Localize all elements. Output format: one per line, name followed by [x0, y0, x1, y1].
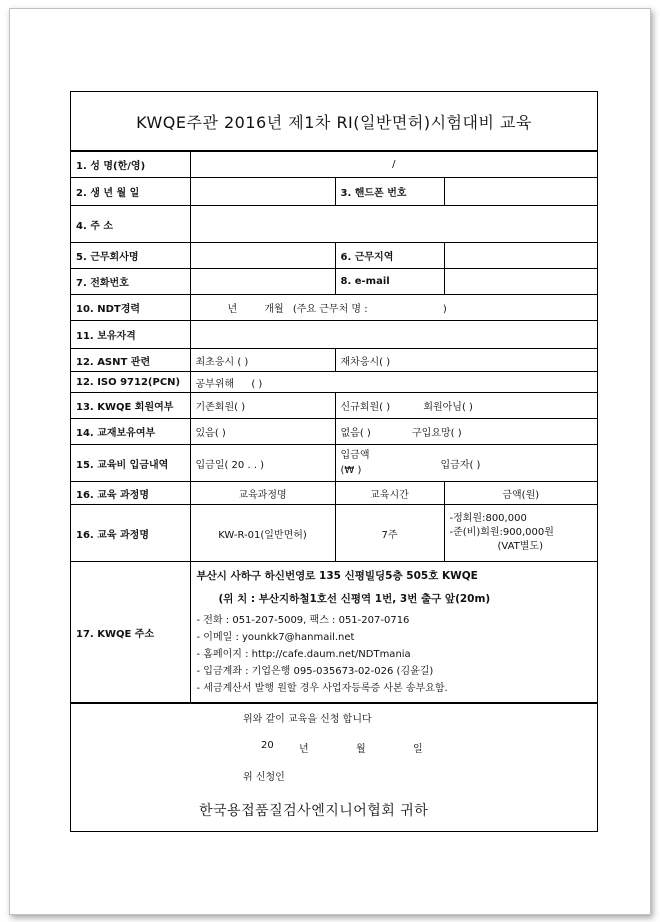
payment-payer[interactable]: 입금자( ) — [440, 459, 481, 471]
row-course-head — [71, 482, 597, 505]
course-name: KW-R-01(일반면허) — [190, 505, 335, 562]
date-day-unit: 일 — [413, 744, 423, 755]
recipient: 한국용접품질검사엔지니어협회 귀하 — [199, 803, 429, 819]
row-payment — [71, 445, 597, 482]
course-hours: 7주 — [335, 505, 444, 562]
ndt-year: 년 — [227, 304, 238, 315]
date-year: 20 — [261, 740, 274, 751]
row-member — [71, 393, 597, 419]
textbook-none[interactable]: 없음( ) — [340, 428, 371, 439]
member-existing[interactable]: 기존회원( ) — [190, 393, 335, 419]
label-phone: 3. 핸드폰 번호 — [335, 178, 444, 206]
ndt-month: 개월 — [264, 304, 284, 315]
label-qualification: 11. 보유자격 — [71, 321, 190, 349]
course-col-hours: 교육시간 — [335, 482, 444, 505]
label-birth: 2. 생 년 월 일 — [71, 178, 190, 206]
row-qualification — [71, 321, 597, 349]
row-tel — [71, 269, 597, 295]
course-price-vat: (VAT별도) — [497, 541, 543, 552]
label-region: 6. 근무지역 — [335, 243, 444, 269]
payment-amount-bottom: (₩ ) — [340, 465, 362, 476]
payment-options — [335, 445, 597, 482]
course-col-name: 교육과정명 — [190, 482, 335, 505]
kwqe-tax-note: - 세금계산서 발행 원할 경우 사업자등록증 사본 송부요함. — [196, 682, 448, 694]
course-price — [444, 505, 597, 562]
label-iso: 12. ISO 9712(PCN) — [71, 372, 190, 393]
label-email: 8. e-mail — [335, 269, 444, 295]
row-name — [71, 152, 597, 178]
payment-amount-top: 입금액 — [340, 450, 370, 461]
ndt-close: ) — [442, 304, 447, 315]
field-birth[interactable] — [190, 178, 335, 206]
applicant-label: 위 신청인 — [243, 772, 285, 783]
date-month-unit: 월 — [356, 744, 366, 755]
member-options — [335, 393, 597, 419]
form-title: KWQE주관 2016년 제1차 RI(일반면허)시험대비 교육 — [71, 92, 597, 151]
iso-study[interactable] — [190, 372, 597, 393]
field-company[interactable] — [190, 243, 335, 269]
document-page — [9, 8, 651, 915]
iso-paren: ( ) — [251, 378, 263, 390]
row-iso — [71, 372, 597, 393]
kwqe-location: (위 치 : 부산지하철1호선 신평역 1번, 3번 출구 앞(20m) — [218, 592, 491, 605]
label-course: 16. 교육 과정명 — [71, 505, 190, 562]
field-email[interactable] — [444, 269, 597, 295]
textbook-options — [335, 419, 597, 445]
row-birth — [71, 178, 597, 206]
field-address[interactable] — [190, 206, 597, 243]
row-textbook — [71, 419, 597, 445]
kwqe-account: - 입금계좌 : 기업은행 095-035673-02-026 (김윤길) — [196, 665, 434, 677]
row-asnt — [71, 349, 597, 372]
form-table — [71, 151, 597, 703]
row-company — [71, 243, 597, 269]
kwqe-homepage: - 홈페이지 : http://cafe.daum.net/NDTmania — [196, 648, 411, 660]
field-tel[interactable] — [190, 269, 335, 295]
label-course-head: 16. 교육 과정명 — [71, 482, 190, 505]
field-region[interactable] — [444, 243, 597, 269]
label-address: 4. 주 소 — [71, 206, 190, 243]
kwqe-address-block — [190, 562, 597, 703]
kwqe-contact: - 전화 : 051-207-5009, 팩스 : 051-207-0716 — [196, 614, 410, 626]
member-new[interactable]: 신규회원( ) — [340, 402, 391, 413]
ndt-main-company: (주요 근무처 명 : — [292, 304, 368, 315]
field-qualification[interactable] — [190, 321, 597, 349]
field-phone[interactable] — [444, 178, 597, 206]
label-kwqe-address: 17. KWQE 주소 — [71, 562, 190, 703]
payment-amount[interactable] — [341, 448, 441, 478]
textbook-buy[interactable]: 구입요망( ) — [412, 428, 462, 439]
asnt-first[interactable]: 최초응시 ( ) — [190, 349, 335, 372]
iso-study-text: 공부위해 — [195, 378, 235, 390]
payment-date[interactable]: 입금일( 20 . . ) — [190, 445, 335, 482]
field-name[interactable] — [190, 152, 597, 178]
course-price-associate: -준(비)회원:900,000원 — [449, 527, 554, 538]
label-name: 1. 성 명(한/영) — [71, 152, 190, 178]
application-form — [70, 91, 598, 832]
label-textbook: 14. 교재보유여부 — [71, 419, 190, 445]
label-member: 13. KWQE 회원여부 — [71, 393, 190, 419]
kwqe-address-line: 부산시 사하구 하신번영로 135 신평빌딩5층 505호 KWQE — [196, 569, 478, 582]
apply-statement: 위와 같이 교육을 신청 합니다 — [243, 714, 372, 725]
row-kwqe-address — [71, 562, 597, 703]
member-non[interactable]: 회원아님( ) — [423, 402, 473, 413]
textbook-have[interactable]: 있음( ) — [190, 419, 335, 445]
label-asnt: 12. ASNT 관련 — [71, 349, 190, 372]
label-tel: 7. 전화번호 — [71, 269, 190, 295]
label-ndt: 10. NDT경력 — [71, 295, 190, 321]
row-address — [71, 206, 597, 243]
kwqe-email: - 이메일 : younkk7@hanmail.net — [196, 631, 355, 643]
field-ndt[interactable] — [190, 295, 597, 321]
asnt-retake[interactable]: 재차응시( ) — [335, 349, 597, 372]
label-company: 5. 근무회사명 — [71, 243, 190, 269]
course-col-price: 금액(원) — [444, 482, 597, 505]
course-price-regular: -정회원:800,000 — [449, 513, 527, 524]
row-ndt — [71, 295, 597, 321]
name-slash: / — [392, 159, 396, 170]
date-year-unit: 년 — [299, 744, 309, 755]
row-course — [71, 505, 597, 562]
label-payment: 15. 교육비 입금내역 — [71, 445, 190, 482]
signature-section — [71, 703, 597, 831]
